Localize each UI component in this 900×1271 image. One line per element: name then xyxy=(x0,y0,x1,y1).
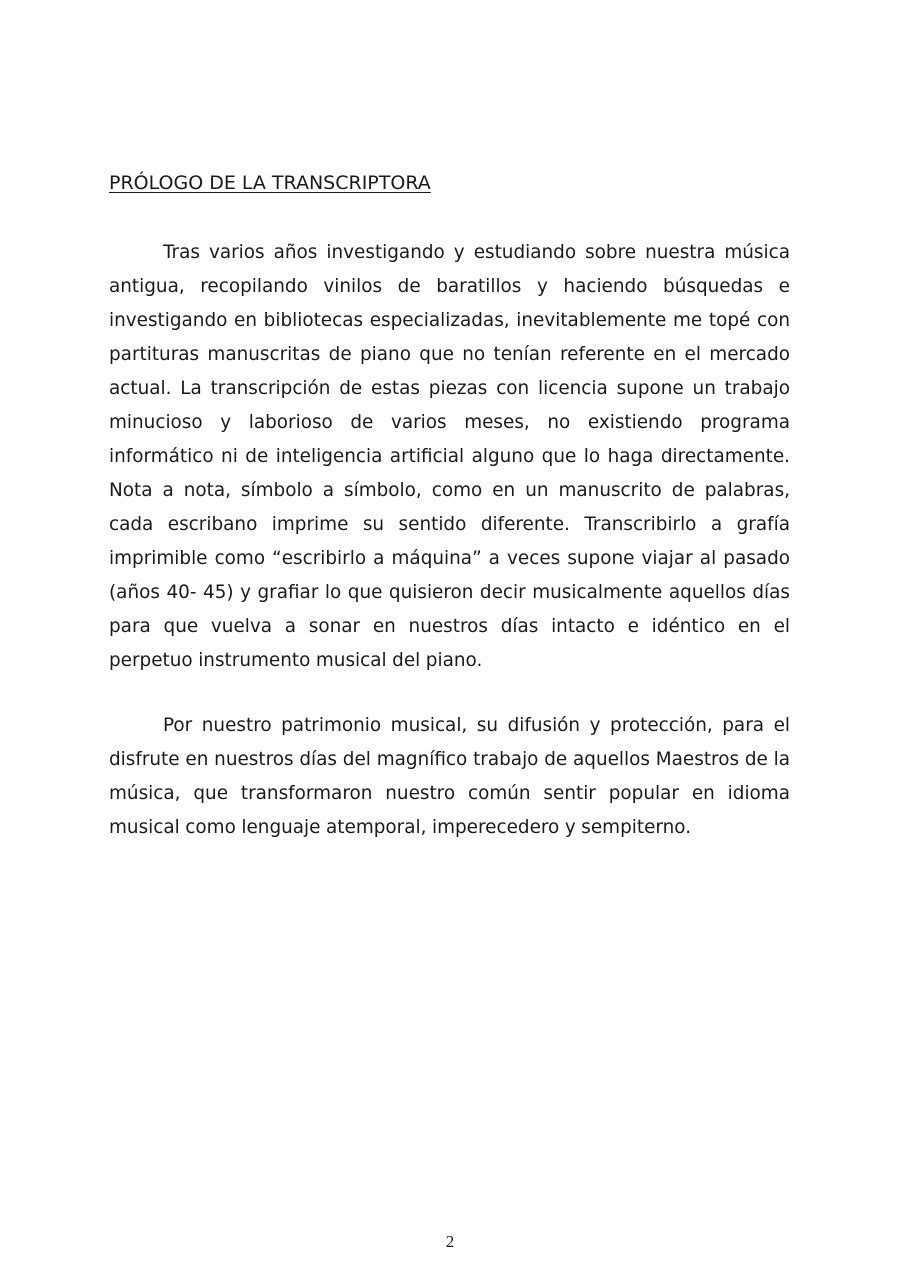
prologue-paragraph-2: Por nuestro patrimonio musical, su difusión y protección, para el disfrute en nuestros días del magnífico trabajo de aquellos Maestros de la música, que transformaron nuestro común sentir popular en idioma musical como lenguaje atemporal, imperecedero y sempiterno. xyxy=(109,715,790,838)
prologue-title: PRÓLOGO DE LA TRANSCRIPTORA xyxy=(109,172,431,194)
page-number: 2 xyxy=(445,1232,455,1251)
prologue-paragraph-1: Tras varios años investigando y estudiando sobre nuestra música antigua, recopilando vinilos de baratillos y haciendo búsquedas e investigando en bibliotecas especializadas, inevitablemente me topé con partituras manuscritas de piano que no tenían referente en el mercado actual. La transcripción de estas piezas con licencia supone un trabajo minucioso y laborioso de varios meses, no existiendo programa informático ni de inteligencia artificial alguno que lo haga directamente. Nota a nota, símbolo a símbolo, como en un manuscrito de palabras, cada escribano imprime su sentido diferente. Transcribirlo a grafía imprimible como “escribirlo a máquina” a veces supone viajar al pasado (años 40- 45) y grafiar lo que quisieron decir musicalmente aquellos días para que vuelva a sonar en nuestros días intacto e idéntico en el perpetuo instrumento musical del piano. xyxy=(109,242,790,671)
